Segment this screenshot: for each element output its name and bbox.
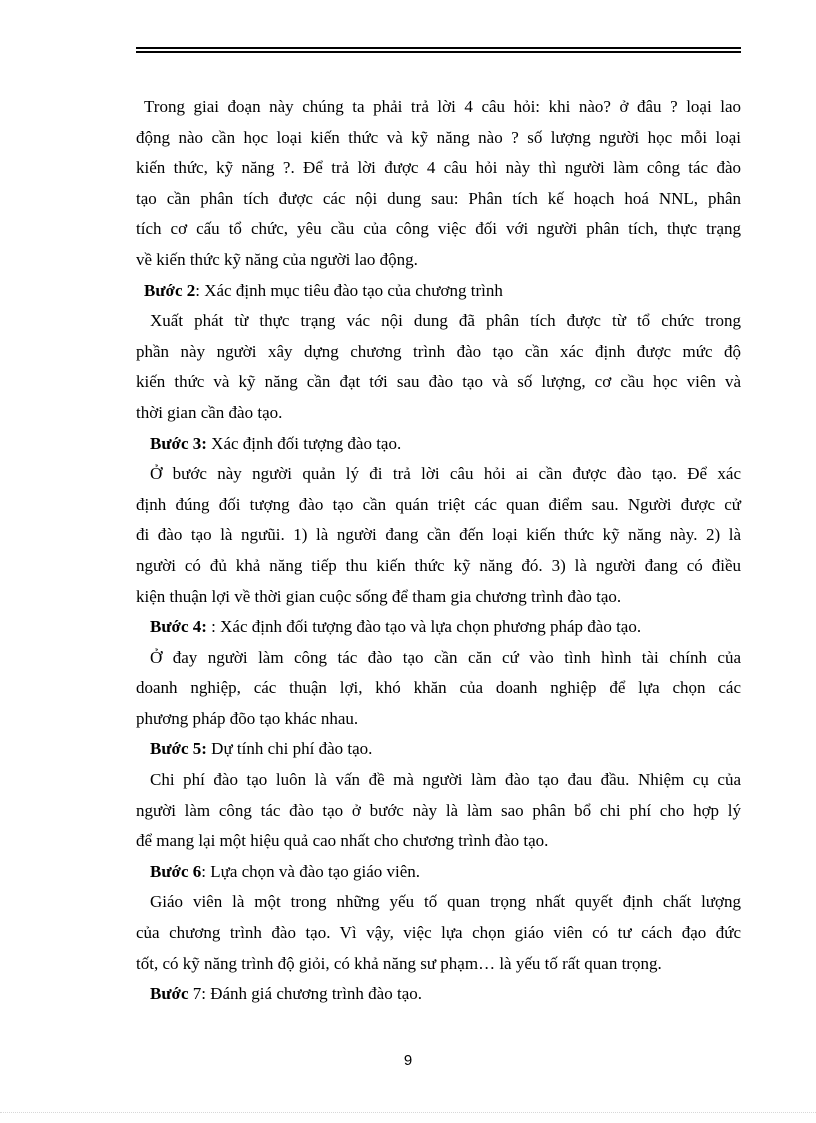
paragraph-line: đi đào tạo là ngưũi. 1) là người đang cần đến loại kiến thức kỹ năng này. 2) là [136, 525, 741, 545]
step-label: Bước 6 [150, 861, 202, 881]
header-rule-bottom [136, 51, 741, 53]
paragraph-line: Ở đay người làm công tác đào tạo cần căn cứ vào tình hình tài chính của [150, 647, 741, 667]
paragraph-line: người có đủ khả năng tiếp thu kiến thức kỹ năng đó. 3) là người đang có điều [136, 555, 741, 575]
paragraph-line: động nào cần học loại kiến thức và kỹ năng nào ? số lượng người học mỗi loại [136, 127, 741, 147]
step-label: Bước [150, 984, 193, 1004]
paragraph-line: tốt, có kỹ năng trình độ giỏi, có khả năng sư phạm… là yếu tố rất quan trọng. [136, 953, 662, 973]
page-number: 9 [403, 1052, 413, 1069]
step-heading [136, 979, 741, 1010]
paragraph-line: Ở bước này người quản lý đi trả lời câu hỏi ai cần được đào tạo. Để xác [150, 464, 741, 484]
paragraph-line: Giáo viên là một trong những yếu tố quan trọng nhất quyết định chất lượng [150, 892, 741, 912]
paragraph-line: doanh nghiệp, các thuận lợi, khó khăn của doanh nghiệp để lựa chọn các [136, 678, 741, 698]
step-label: Bước 3: [150, 433, 207, 453]
step-title: : Xác định đối tượng đào tạo và lựa chọn phương pháp đào tạo. [206, 617, 642, 637]
step-label: Bước 4: [150, 617, 207, 637]
paragraph-line: Trong giai đoạn này chúng ta phải trả lời 4 câu hỏi: khi nào? ở đâu ? loại lao [144, 97, 741, 116]
step-heading [136, 276, 741, 307]
paragraph-line: về kiến thức kỹ năng của người lao động. [136, 249, 418, 269]
paragraph-line: để mang lại một hiệu quả cao nhất cho chương trình đào tạo. [136, 831, 549, 851]
step-label: Bước 5: [150, 739, 207, 759]
step-heading [136, 612, 741, 643]
body-text [136, 92, 741, 1010]
step-title: : Lựa chọn và đào tạo giáo viên. [201, 861, 421, 881]
paragraph-line: tích cơ cấu tổ chức, yêu cầu của công việc đối với người phân tích, thực trạng [136, 219, 741, 239]
paragraph-line: kiến thức, kỹ năng ?. Để trả lời được 4 câu hỏi này thì người làm công tác đào [136, 158, 741, 178]
paragraph-line: Xuất phát từ thực trạng vác nội dung đã phân tích được từ tổ chức trong [150, 311, 741, 331]
paragraph-line: của chương trình đào tạo. Vì vậy, việc lựa chọn giáo viên có tư cách đạo đức [136, 923, 741, 943]
paragraph-line: tạo cần phân tích được các nội dung sau: Phân tích kế hoạch hoá NNL, phân [136, 188, 741, 208]
paragraph-line: Chi phí đào tạo luôn là vấn đề mà người làm đào tạo đau đầu. Nhiệm cụ của [150, 770, 741, 790]
paragraph-line: phần này người xây dựng chương trình đào tạo cần xác định được mức độ [136, 341, 741, 361]
paragraph-line: phương pháp đõo tạo khác nhau. [136, 708, 359, 728]
step-label-number: 7 [192, 984, 202, 1004]
step-heading [136, 429, 741, 460]
paragraph-line: kiến thức và kỹ năng cần đạt tới sau đào tạo và số lượng, cơ cầu học viên và [136, 372, 741, 392]
step-title: Dự tính chi phí đào tạo. [206, 739, 373, 759]
paragraph-line: định đúng đối tượng đào tạo cần quán triệt các quan điểm sau. Người được cử [136, 494, 741, 514]
page-bottom-border [0, 1112, 816, 1113]
step-heading [136, 857, 741, 888]
paragraph-line: kiện thuận lợi về thời gian cuộc sống để tham gia chương trình đào tạo. [136, 586, 622, 606]
header-rule-top [136, 47, 741, 49]
paragraph-line: thời gian cần đào tạo. [136, 402, 283, 422]
step-heading [136, 734, 741, 765]
paragraph-line: người làm công tác đào tạo ở bước này là làm sao phân bổ chi phí cho hợp lý [136, 800, 741, 820]
step-title: : Xác định mục tiêu đào tạo của chương trình [195, 280, 503, 300]
step-label: Bước 2 [144, 280, 196, 300]
step-title: Xác định đối tượng đào tạo. [206, 433, 402, 453]
step-title: : Đánh giá chương trình đào tạo. [201, 984, 422, 1004]
